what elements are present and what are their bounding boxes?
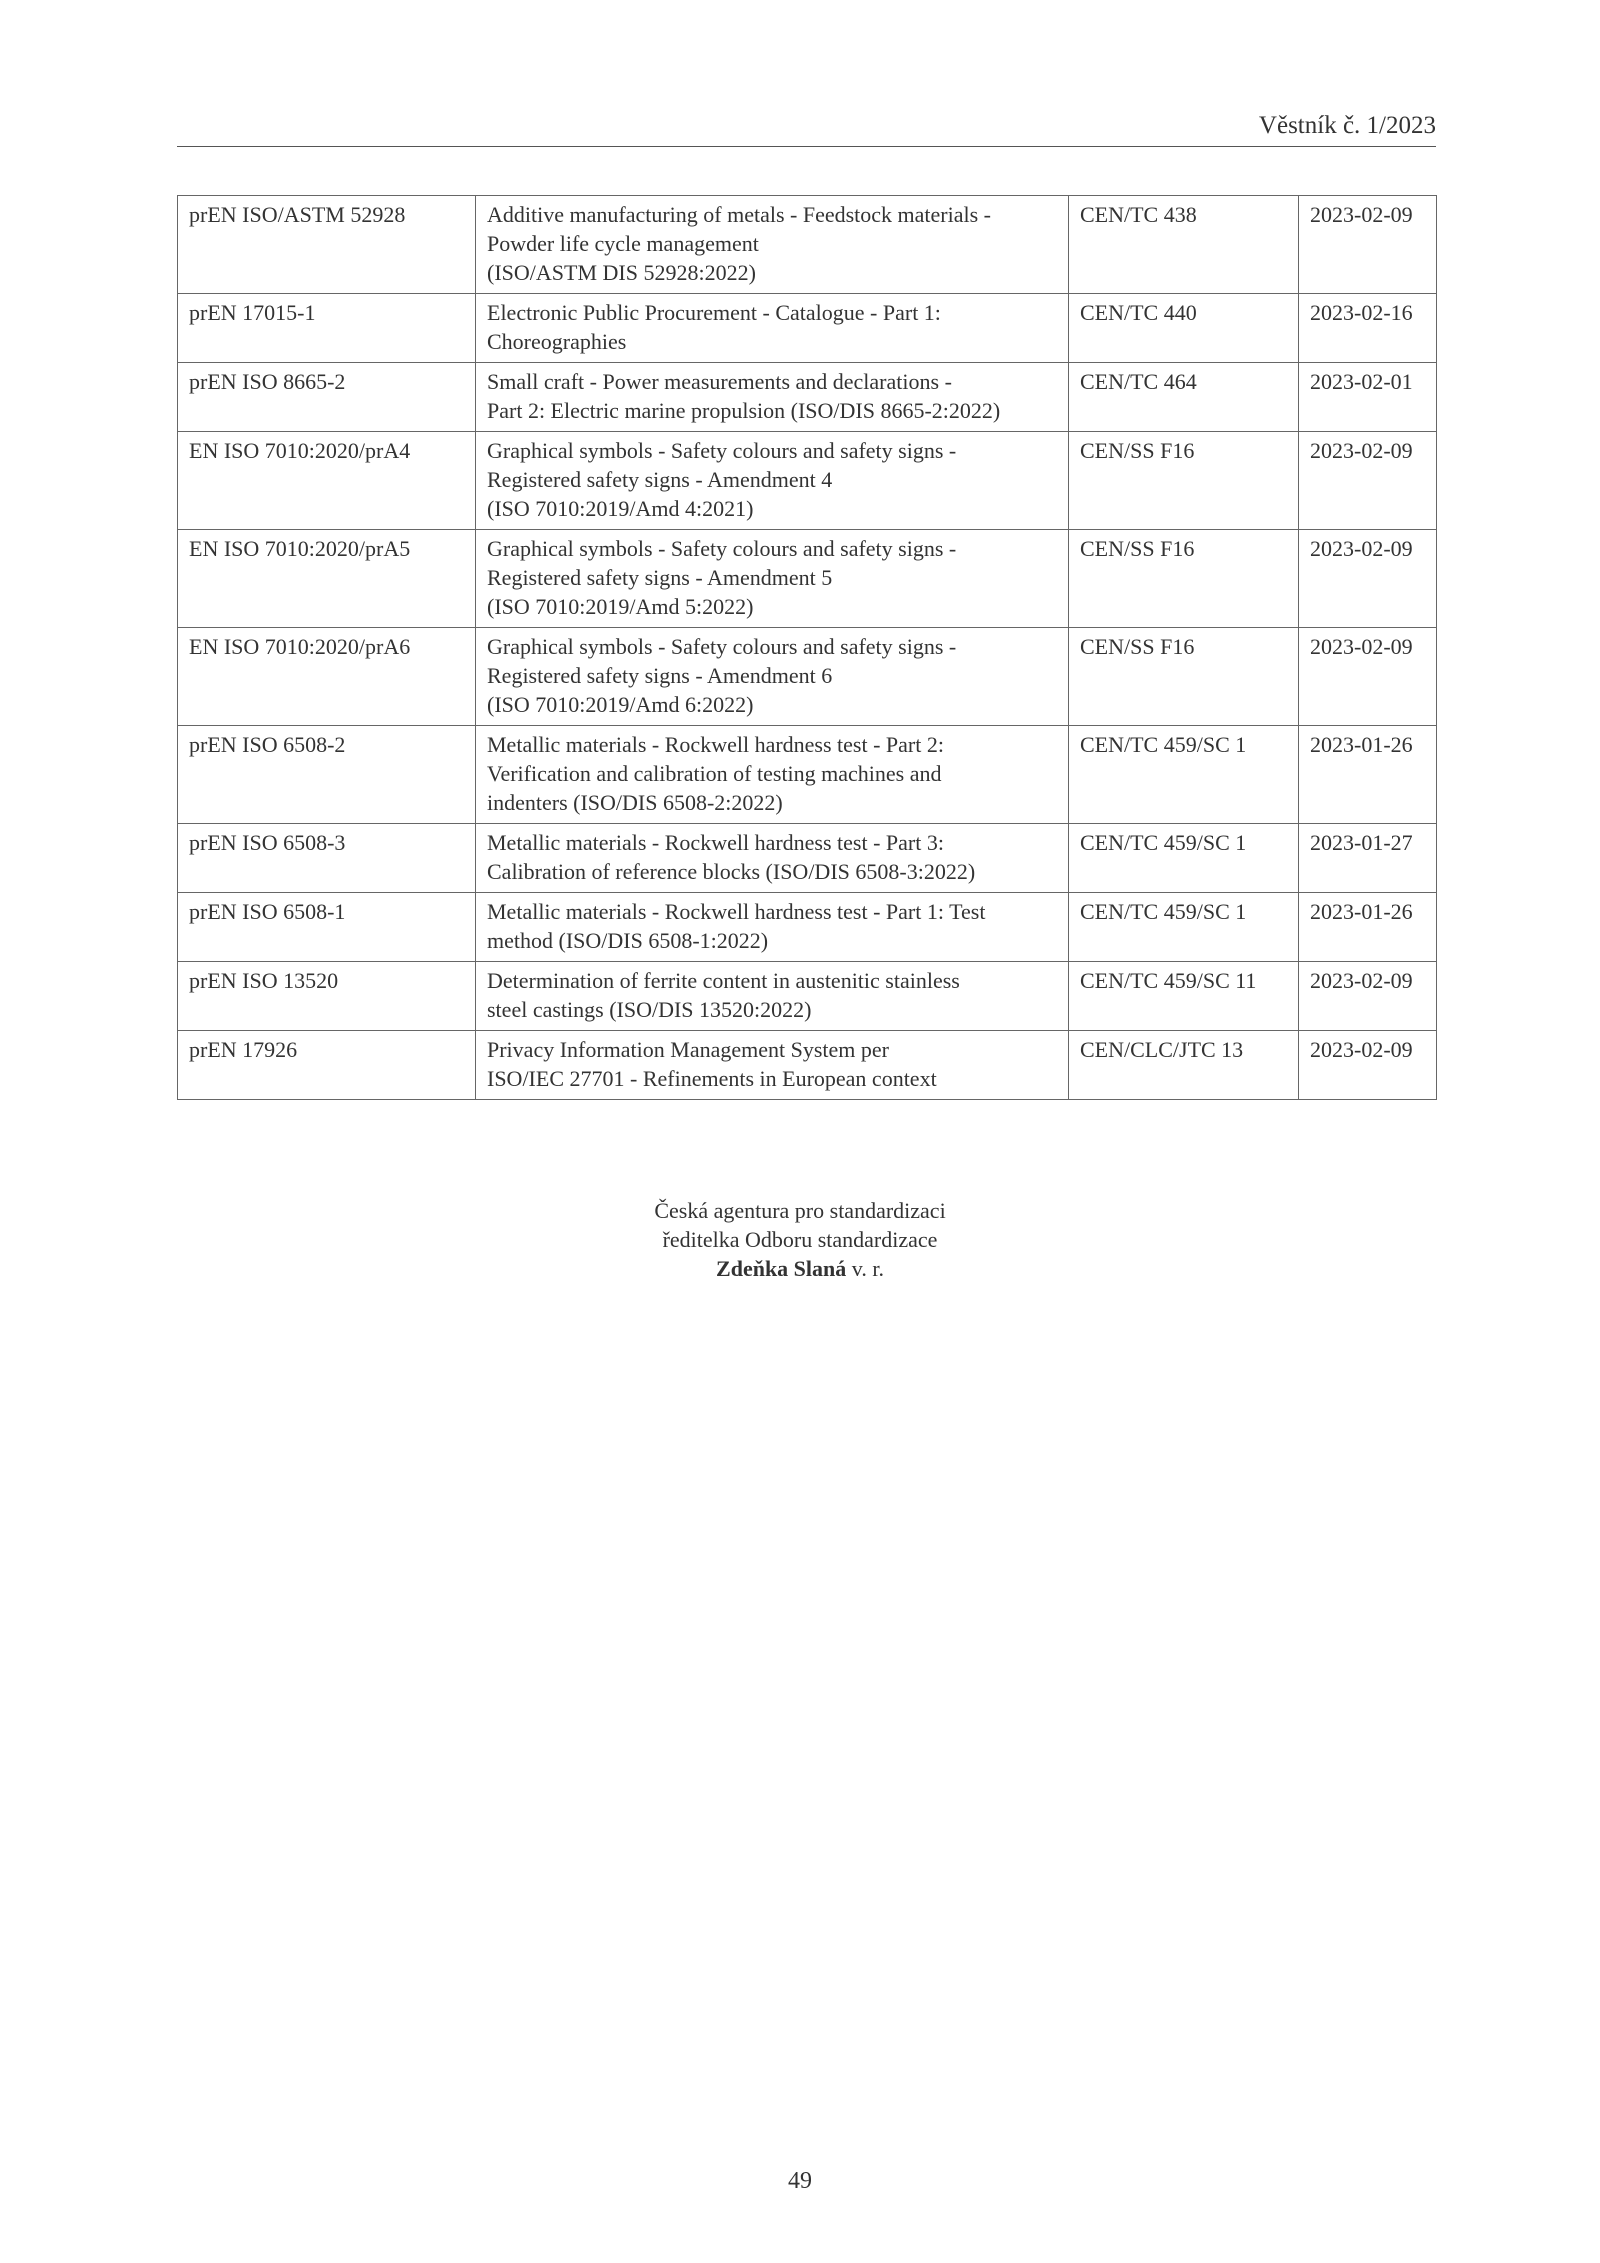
standard-title-line: Registered safety signs - Amendment 4 <box>487 467 833 492</box>
header-rule <box>177 146 1436 147</box>
standard-title-cell <box>476 432 1069 530</box>
standard-title-line: (ISO 7010:2019/Amd 4:2021) <box>487 496 754 521</box>
standard-title-cell <box>476 824 1069 893</box>
deadline-date-cell: 2023-02-01 <box>1299 363 1437 432</box>
table-row <box>178 726 1437 824</box>
standard-title-line: (ISO 7010:2019/Amd 6:2022) <box>487 692 754 717</box>
standard-title-line: method (ISO/DIS 6508-1:2022) <box>487 928 769 953</box>
standard-code-cell: EN ISO 7010:2020/prA5 <box>178 530 476 628</box>
bulletin-header: Věstník č. 1/2023 <box>1258 112 1436 139</box>
standard-title-line: Metallic materials - Rockwell hardness test - Part 3: <box>487 830 944 855</box>
standard-title-line: Verification and calibration of testing machines and <box>487 761 942 786</box>
standard-title-line: Privacy Information Management System per <box>487 1037 890 1062</box>
standards-table <box>177 195 1437 1100</box>
table-row <box>178 628 1437 726</box>
table-row <box>178 530 1437 628</box>
committee-cell: CEN/TC 438 <box>1069 196 1299 294</box>
standard-title-line: Electronic Public Procurement - Catalogue - Part 1: <box>487 300 941 325</box>
standard-title-line: Metallic materials - Rockwell hardness test - Part 2: <box>487 732 944 757</box>
standard-code-cell: prEN 17926 <box>178 1031 476 1100</box>
standard-title-line: Registered safety signs - Amendment 6 <box>487 663 833 688</box>
signatory-title: ředitelka Odboru standardizace <box>662 1227 938 1252</box>
deadline-date-cell: 2023-02-09 <box>1299 530 1437 628</box>
standard-title-cell <box>476 363 1069 432</box>
standard-title-cell <box>476 893 1069 962</box>
table-row <box>178 893 1437 962</box>
committee-cell: CEN/SS F16 <box>1069 530 1299 628</box>
deadline-date-cell: 2023-02-09 <box>1299 962 1437 1031</box>
standard-title-line: Graphical symbols - Safety colours and safety signs - <box>487 634 957 659</box>
standard-code-cell: prEN ISO 6508-1 <box>178 893 476 962</box>
standard-title-cell <box>476 530 1069 628</box>
committee-cell: CEN/TC 459/SC 1 <box>1069 726 1299 824</box>
standard-title-cell <box>476 962 1069 1031</box>
standard-code-cell: EN ISO 7010:2020/prA6 <box>178 628 476 726</box>
deadline-date-cell: 2023-02-16 <box>1299 294 1437 363</box>
standard-title-line: Graphical symbols - Safety colours and safety signs - <box>487 438 957 463</box>
signatory-line <box>0 1254 1600 1283</box>
standard-title-line: Part 2: Electric marine propulsion (ISO/DIS 8665-2:2022) <box>487 398 1001 423</box>
standard-title-line: Choreographies <box>487 329 627 354</box>
deadline-date-cell: 2023-01-27 <box>1299 824 1437 893</box>
standard-code-cell: EN ISO 7010:2020/prA4 <box>178 432 476 530</box>
deadline-date-cell: 2023-02-09 <box>1299 628 1437 726</box>
standard-title-line: Graphical symbols - Safety colours and safety signs - <box>487 536 957 561</box>
standard-title-line: Powder life cycle management <box>487 231 759 256</box>
signature-block <box>0 1196 1600 1283</box>
standard-title-cell <box>476 196 1069 294</box>
table-row <box>178 962 1437 1031</box>
table-row <box>178 363 1437 432</box>
deadline-date-cell: 2023-02-09 <box>1299 432 1437 530</box>
standard-title-line: ISO/IEC 27701 - Refinements in European context <box>487 1066 937 1091</box>
deadline-date-cell: 2023-01-26 <box>1299 726 1437 824</box>
table-body <box>178 196 1437 1100</box>
standard-title-cell <box>476 294 1069 363</box>
standard-title-line: (ISO 7010:2019/Amd 5:2022) <box>487 594 754 619</box>
standard-title-line: Additive manufacturing of metals - Feedstock materials - <box>487 202 992 227</box>
committee-cell: CEN/TC 440 <box>1069 294 1299 363</box>
committee-cell: CEN/TC 464 <box>1069 363 1299 432</box>
table-row <box>178 294 1437 363</box>
signatory-name: Zdeňka Slaná <box>716 1256 847 1281</box>
table-row <box>178 1031 1437 1100</box>
page-number: 49 <box>788 2168 812 2194</box>
committee-cell: CEN/CLC/JTC 13 <box>1069 1031 1299 1100</box>
standard-title-line: indenters (ISO/DIS 6508-2:2022) <box>487 790 783 815</box>
standard-code-cell: prEN ISO 6508-2 <box>178 726 476 824</box>
standard-title-line: (ISO/ASTM DIS 52928:2022) <box>487 260 756 285</box>
standard-code-cell: prEN ISO/ASTM 52928 <box>178 196 476 294</box>
signatory-suffix: v. r. <box>846 1256 884 1281</box>
deadline-date-cell: 2023-01-26 <box>1299 893 1437 962</box>
standard-title-cell <box>476 726 1069 824</box>
standard-title-line: steel castings (ISO/DIS 13520:2022) <box>487 997 812 1022</box>
committee-cell: CEN/SS F16 <box>1069 628 1299 726</box>
standard-title-line: Calibration of reference blocks (ISO/DIS 6508-3:2022) <box>487 859 976 884</box>
table-row <box>178 196 1437 294</box>
table-row <box>178 824 1437 893</box>
committee-cell: CEN/SS F16 <box>1069 432 1299 530</box>
standard-title-line: Registered safety signs - Amendment 5 <box>487 565 833 590</box>
committee-cell: CEN/TC 459/SC 1 <box>1069 893 1299 962</box>
standard-title-line: Determination of ferrite content in austenitic stainless <box>487 968 960 993</box>
committee-cell: CEN/TC 459/SC 11 <box>1069 962 1299 1031</box>
standard-title-line: Metallic materials - Rockwell hardness test - Part 1: Test <box>487 899 986 924</box>
standard-title-cell <box>476 1031 1069 1100</box>
standard-code-cell: prEN ISO 13520 <box>178 962 476 1031</box>
deadline-date-cell: 2023-02-09 <box>1299 196 1437 294</box>
committee-cell: CEN/TC 459/SC 1 <box>1069 824 1299 893</box>
table-row <box>178 432 1437 530</box>
deadline-date-cell: 2023-02-09 <box>1299 1031 1437 1100</box>
standard-code-cell: prEN 17015-1 <box>178 294 476 363</box>
standard-title-line: Small craft - Power measurements and declarations - <box>487 369 952 394</box>
standard-code-cell: prEN ISO 6508-3 <box>178 824 476 893</box>
standard-title-cell <box>476 628 1069 726</box>
agency-name: Česká agentura pro standardizaci <box>654 1198 946 1223</box>
standard-code-cell: prEN ISO 8665-2 <box>178 363 476 432</box>
